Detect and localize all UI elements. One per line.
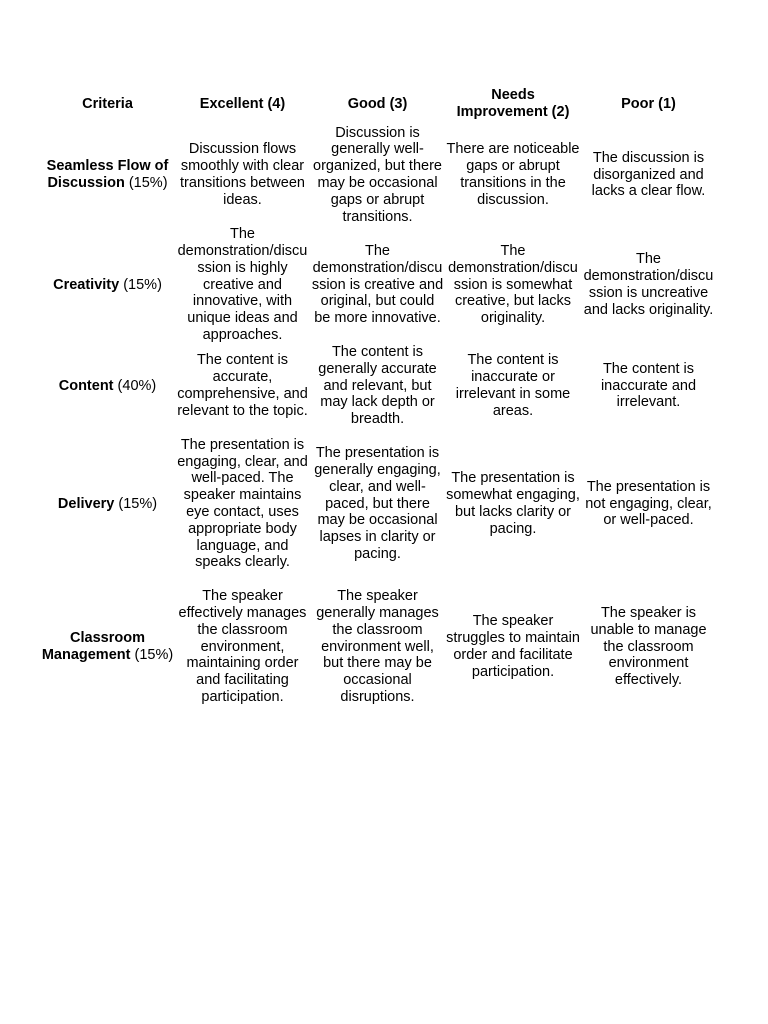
cell-good: The speaker generally manages the classroom environment well, but there may be occasional disruptions. [316, 588, 439, 705]
criterion-weight: (15%) [134, 647, 174, 663]
criterion-name: Delivery [57, 495, 115, 512]
cell-needs-improvement: The content is inaccurate or irrelevant in some areas. [455, 352, 571, 419]
cell-good: Discussion is generally well-organized, but there may be occasional gaps or abrupt transitions. [313, 124, 442, 225]
header-excellent: Excellent (4) [199, 95, 286, 112]
table-row [40, 124, 716, 226]
criterion-weight: (15%) [128, 175, 168, 191]
cell-good: The demonstration/discussion is creative and original, but could be more innovative. [311, 243, 444, 327]
criterion-cell [40, 344, 175, 428]
criterion-weight: (15%) [123, 276, 162, 293]
cell-excellent: The speaker effectively manages the classroom environment, maintaining order and facilitating participation. [178, 588, 307, 705]
criterion-name: Creativity [53, 276, 120, 293]
criterion-cell [40, 226, 175, 344]
cell-excellent: The content is accurate, comprehensive, and relevant to the topic. [177, 352, 308, 419]
header-criteria: Criteria [82, 95, 133, 112]
header-poor: Poor (1) [621, 95, 676, 112]
cell-poor: The discussion is disorganized and lacks a clear flow. [591, 149, 706, 200]
criterion-weight: (15%) [118, 495, 158, 512]
cell-needs-improvement: The demonstration/discussion is somewhat creative, but lacks originality. [448, 243, 578, 327]
table-row [40, 344, 716, 428]
cell-poor: The demonstration/discussion is uncreative and lacks originality. [583, 251, 714, 318]
header-good: Good (3) [347, 95, 408, 112]
cell-poor: The content is inaccurate and irrelevant. [600, 360, 697, 411]
criterion-weight: (40%) [117, 377, 157, 394]
cell-needs-improvement: There are noticeable gaps or abrupt transitions in the discussion. [446, 141, 580, 208]
cell-poor: The speaker is unable to manage the classroom environment effectively. [590, 605, 707, 689]
cell-needs-improvement: The presentation is somewhat engaging, but lacks clarity or pacing. [446, 470, 580, 537]
cell-excellent: Discussion flows smoothly with clear transitions between ideas. [180, 141, 305, 208]
criterion-cell [40, 580, 175, 714]
cell-excellent: The demonstration/discussion is highly creative and innovative, with unique ideas and approaches. [177, 226, 308, 343]
criterion-cell [40, 124, 175, 226]
rubric-table [40, 84, 716, 714]
table-row [40, 428, 716, 580]
criterion-name: Content [58, 377, 114, 394]
cell-excellent: The presentation is engaging, clear, and well-paced. The speaker maintains eye contact, uses appropriate body language, and speaks clearly. [177, 436, 308, 571]
table-row [40, 226, 716, 344]
header-needs-improvement: Needs Improvement (2) [456, 87, 570, 120]
criterion-cell [40, 428, 175, 580]
rubric-page [40, 84, 716, 714]
cell-needs-improvement: The speaker struggles to maintain order and facilitate participation. [446, 613, 580, 680]
cell-good: The presentation is generally engaging, clear, and well-paced, but there may be occasional lapses in clarity or pacing. [314, 445, 441, 562]
cell-poor: The presentation is not engaging, clear, or well-paced. [585, 478, 712, 529]
cell-good: The content is generally accurate and relevant, but may lack depth or breadth. [318, 344, 437, 428]
criterion-name: Seamless Flow of Discussion [46, 158, 169, 191]
header-row [40, 84, 716, 124]
table-row [40, 580, 716, 714]
criterion-name: Classroom Management [41, 630, 145, 663]
